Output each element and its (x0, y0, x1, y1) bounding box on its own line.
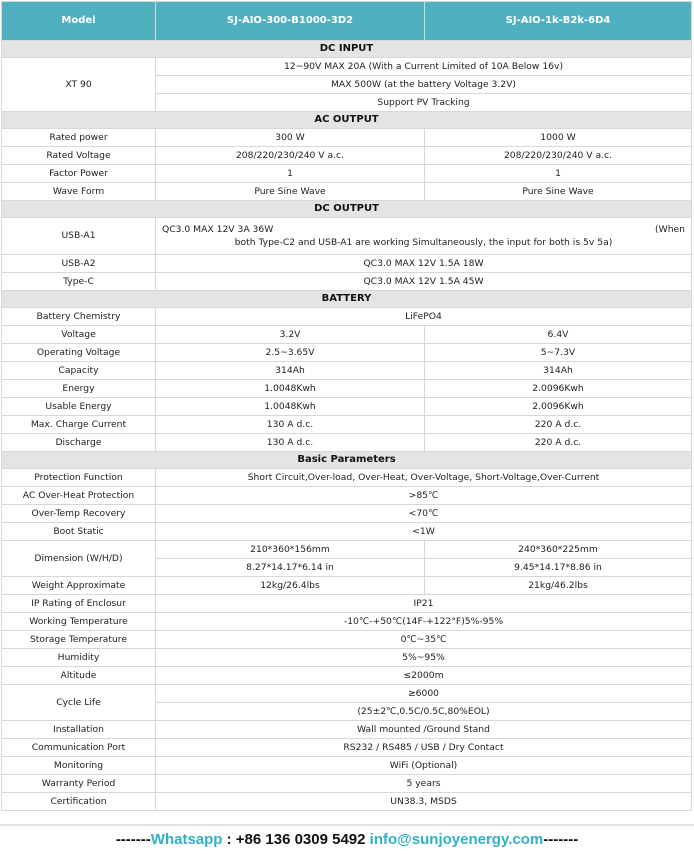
row-usb-a2 (2, 255, 692, 273)
row-value-1: 1.0048Kwh (156, 398, 425, 416)
row-label: Protection Function (2, 469, 156, 487)
footer-dash-left: ------- (115, 831, 151, 848)
spec-table (1, 1, 692, 811)
row-weight (2, 577, 692, 595)
row-certification (2, 793, 692, 811)
row-rated-voltage (2, 147, 692, 165)
row-value-2: 220 A d.c. (425, 434, 692, 452)
row-discharge (2, 434, 692, 452)
row-warranty (2, 775, 692, 793)
row-battery-chemistry (2, 308, 692, 326)
row-label: Storage Temperature (2, 631, 156, 649)
row-label: Operating Voltage (2, 344, 156, 362)
row-label: Weight Approximate (2, 577, 156, 595)
row-value-2: 220 A d.c. (425, 416, 692, 434)
row-label: Over-Temp Recovery (2, 505, 156, 523)
row-cycle-life (2, 685, 692, 703)
contact-footer (0, 824, 694, 854)
row-value: ≥6000 (156, 685, 692, 703)
row-label: Boot Static (2, 523, 156, 541)
section-title: AC OUTPUT (2, 112, 692, 129)
row-label: Rated power (2, 129, 156, 147)
header-model-2: SJ-AIO-1k-B2k-6D4 (425, 2, 692, 41)
row-value: 5 years (156, 775, 692, 793)
row-value-2: 1 (425, 165, 692, 183)
row-label: Factor Power (2, 165, 156, 183)
header-row (2, 2, 692, 41)
section-title: Basic Parameters (2, 452, 692, 469)
row-energy (2, 380, 692, 398)
section-ac-output (2, 112, 692, 129)
row-label: XT 90 (2, 58, 156, 112)
row-label: Usable Energy (2, 398, 156, 416)
row-value: 12~90V MAX 20A (With a Current Limited of 10A Below 16v) (156, 58, 692, 76)
row-label: Rated Voltage (2, 147, 156, 165)
row-humidity (2, 649, 692, 667)
row-label: Humidity (2, 649, 156, 667)
row-label: Voltage (2, 326, 156, 344)
row-value-1: 210*360*156mm (156, 541, 425, 559)
spec-sheet (1, 1, 691, 811)
row-value-1: 3.2V (156, 326, 425, 344)
row-usb-a1 (2, 218, 692, 255)
row-label: Monitoring (2, 757, 156, 775)
row-value: >85℃ (156, 487, 692, 505)
row-value: <1W (156, 523, 692, 541)
row-capacity (2, 362, 692, 380)
row-value: MAX 500W (at the battery Voltage 3.2V) (156, 76, 692, 94)
row-xt90 (2, 58, 692, 76)
row-usable-energy (2, 398, 692, 416)
email-link[interactable]: info@sunjoyenergy.com (369, 831, 544, 848)
row-value-1: 314Ah (156, 362, 425, 380)
row-label: Max. Charge Current (2, 416, 156, 434)
row-label: USB-A1 (2, 218, 156, 255)
row-label: Communication Port (2, 739, 156, 757)
row-value: UN38.3, MSDS (156, 793, 692, 811)
row-value-2: 9.45*14.17*8.86 in (425, 559, 692, 577)
section-battery (2, 291, 692, 308)
row-value-1: 130 A d.c. (156, 434, 425, 452)
row-installation (2, 721, 692, 739)
row-working-temperature (2, 613, 692, 631)
section-title: DC INPUT (2, 41, 692, 58)
row-value-1: 12kg/26.4lbs (156, 577, 425, 595)
row-label: Cycle Life (2, 685, 156, 721)
row-voltage (2, 326, 692, 344)
row-type-c (2, 273, 692, 291)
row-value-1: 1 (156, 165, 425, 183)
section-dc-output (2, 201, 692, 218)
row-value-2: 208/220/230/240 V a.c. (425, 147, 692, 165)
row-label: Energy (2, 380, 156, 398)
row-label: Dimension (W/H/D) (2, 541, 156, 577)
row-altitude (2, 667, 692, 685)
row-value: QC3.0 MAX 12V 1.5A 18W (156, 255, 692, 273)
row-value-1: 130 A d.c. (156, 416, 425, 434)
row-value: (25±2℃,0.5C/0.5C,80%EOL) (156, 703, 692, 721)
row-value: Short Circuit,Over-load, Over-Heat, Over-Voltage, Short-Voltage,Over-Current (156, 469, 692, 487)
row-value-2: 240*360*225mm (425, 541, 692, 559)
row-label: Certification (2, 793, 156, 811)
row-value: ≤2000m (156, 667, 692, 685)
usb-a1-note: both Type-C2 and USB-A1 are working Simultaneously, the input for both is 5v 5a) (234, 237, 613, 248)
row-value: LiFePO4 (156, 308, 692, 326)
phone-number[interactable]: : +86 136 0309 5492 (222, 831, 370, 848)
row-wave-form (2, 183, 692, 201)
row-value: -10℃-+50℃(14F-+122°F)5%-95% (156, 613, 692, 631)
row-label: Altitude (2, 667, 156, 685)
row-value-2: 1000 W (425, 129, 692, 147)
row-factor-power (2, 165, 692, 183)
row-value-1: 1.0048Kwh (156, 380, 425, 398)
row-value: 5%~95% (156, 649, 692, 667)
row-value-2: 2.0096Kwh (425, 398, 692, 416)
section-title: BATTERY (2, 291, 692, 308)
row-value-1: 2.5~3.65V (156, 344, 425, 362)
section-dc-input (2, 41, 692, 58)
row-rated-power (2, 129, 692, 147)
row-value: Support PV Tracking (156, 94, 692, 112)
row-ip-rating (2, 595, 692, 613)
footer-dash-right: ------- (543, 831, 579, 848)
row-boot-static (2, 523, 692, 541)
row-value-1: Pure Sine Wave (156, 183, 425, 201)
row-value-1: 8.27*14.17*6.14 in (156, 559, 425, 577)
row-value-2: 6.4V (425, 326, 692, 344)
row-value: RS232 / RS485 / USB / Dry Contact (156, 739, 692, 757)
row-value-1: 300 W (156, 129, 425, 147)
row-label: AC Over-Heat Protection (2, 487, 156, 505)
row-label: IP Rating of Enclosur (2, 595, 156, 613)
row-value (156, 218, 692, 255)
row-label: USB-A2 (2, 255, 156, 273)
section-title: DC OUTPUT (2, 201, 692, 218)
usb-a1-value: QC3.0 MAX 12V 3A 36W (162, 224, 274, 235)
row-value: WiFi (Optional) (156, 757, 692, 775)
row-dimension (2, 541, 692, 559)
row-value-1: 208/220/230/240 V a.c. (156, 147, 425, 165)
row-value-2: 5~7.3V (425, 344, 692, 362)
row-value-2: 21kg/46.2lbs (425, 577, 692, 595)
row-value: QC3.0 MAX 12V 1.5A 45W (156, 273, 692, 291)
row-overtemp-recovery (2, 505, 692, 523)
row-label: Discharge (2, 434, 156, 452)
row-label: Installation (2, 721, 156, 739)
row-value-2: 314Ah (425, 362, 692, 380)
usb-a1-note-start: (When (655, 224, 685, 235)
row-label: Type-C (2, 273, 156, 291)
row-communication-port (2, 739, 692, 757)
row-label: Capacity (2, 362, 156, 380)
header-model: Model (2, 2, 156, 41)
row-label: Working Temperature (2, 613, 156, 631)
row-value: Wall mounted /Ground Stand (156, 721, 692, 739)
row-operating-voltage (2, 344, 692, 362)
row-value: IP21 (156, 595, 692, 613)
row-ac-overheat (2, 487, 692, 505)
row-value-2: 2.0096Kwh (425, 380, 692, 398)
row-max-charge-current (2, 416, 692, 434)
row-label: Warranty Period (2, 775, 156, 793)
whatsapp-label: Whatsapp (150, 831, 223, 848)
row-value-2: Pure Sine Wave (425, 183, 692, 201)
row-protection (2, 469, 692, 487)
row-label: Wave Form (2, 183, 156, 201)
row-storage-temperature (2, 631, 692, 649)
row-monitoring (2, 757, 692, 775)
header-model-1: SJ-AIO-300-B1000-3D2 (156, 2, 425, 41)
section-basic-parameters (2, 452, 692, 469)
row-value: 0℃~35℃ (156, 631, 692, 649)
row-label: Battery Chemistry (2, 308, 156, 326)
row-value: <70℃ (156, 505, 692, 523)
